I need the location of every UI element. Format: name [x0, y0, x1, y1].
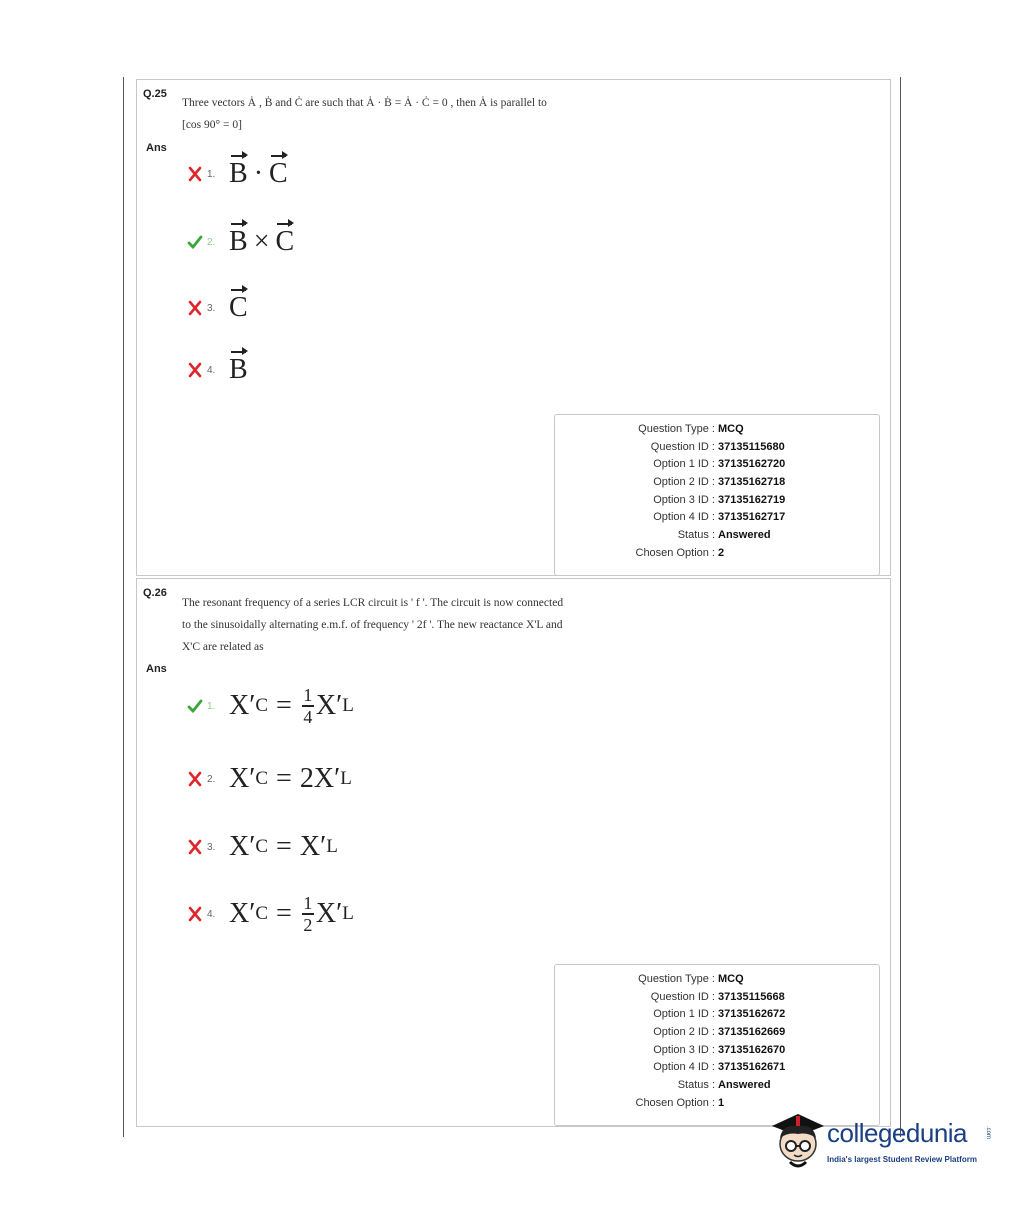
rhs-subscript: L [340, 768, 352, 789]
info-key: Option 4 ID : [653, 511, 715, 524]
rhs-subscript: L [326, 836, 338, 857]
lhs-subscript: C [255, 768, 269, 789]
vector-symbol: B [229, 354, 248, 385]
fraction [302, 686, 314, 726]
option-number: 1. [207, 168, 216, 180]
info-value: 37135162669 [718, 1026, 786, 1039]
brand-tagline: India's largest Student Review Platform [827, 1155, 977, 1164]
question-text-line: Three vectors Ȧ , Ḃ and Ċ are such that Ȧ · Ḃ = Ȧ · Ċ = 0 , then Ȧ is parallel to [182, 97, 547, 109]
info-value: 1 [718, 1096, 725, 1109]
vector-symbol: B [229, 158, 248, 189]
wrong-cross-icon [187, 839, 203, 855]
wrong-cross-icon [187, 362, 203, 378]
page-border-right [900, 77, 901, 1137]
wrong-cross-icon [187, 906, 203, 922]
option-4 [187, 884, 354, 944]
vector-symbol: C [269, 158, 288, 189]
info-row-chosen-option [555, 545, 879, 563]
option-number: 4. [207, 908, 216, 920]
info-key: Question Type : [638, 423, 715, 435]
option-number: 2. [207, 236, 216, 248]
option-expression [229, 158, 288, 190]
info-row-question-id [555, 989, 879, 1007]
info-row-option3 [555, 492, 879, 510]
option-expression [229, 292, 248, 324]
info-row-option2 [555, 474, 879, 492]
equals-sign: = [276, 763, 292, 794]
correct-check-icon [187, 698, 203, 714]
info-key: Option 1 ID : [653, 1008, 715, 1021]
info-key: Status : [677, 1079, 715, 1092]
option-2 [187, 754, 352, 804]
info-key: Option 3 ID : [653, 493, 715, 506]
wrong-cross-icon [187, 166, 203, 182]
info-key: Option 1 ID : [653, 458, 715, 471]
vector-symbol: B [229, 226, 248, 257]
info-value: 37135162672 [718, 1008, 786, 1021]
info-key: Status : [677, 529, 715, 542]
equals-sign: = [276, 898, 292, 929]
option-expression [229, 686, 354, 726]
info-value: 37135115668 [718, 990, 785, 1003]
info-value: Answered [718, 529, 771, 542]
info-key: Question Type : [638, 973, 715, 985]
lhs-subscript: C [255, 903, 269, 924]
ans-label: Ans [146, 663, 167, 675]
option-4 [187, 345, 248, 395]
info-key: Question ID : [650, 990, 715, 1003]
option-3 [187, 283, 248, 333]
wrong-cross-icon [187, 771, 203, 787]
info-value: MCQ [718, 973, 744, 985]
question-text-line: to the sinusoidally alternating e.m.f. of frequency ' 2f '. The new reactance X'L and [182, 619, 563, 631]
operator: × [253, 226, 270, 257]
info-key: Option 4 ID : [653, 1061, 715, 1074]
rhs-subscript: L [342, 903, 354, 924]
fraction-denominator: 2 [303, 914, 313, 935]
option-expression [229, 763, 352, 795]
option-number: 2. [207, 773, 216, 785]
rhs-symbol: X′ [315, 690, 343, 721]
rhs-symbol: X′ [315, 898, 343, 929]
info-row-option1 [555, 456, 879, 474]
fraction-numerator: 1 [303, 685, 313, 706]
info-key: Option 3 ID : [653, 1043, 715, 1056]
brand-name: collegedunia [827, 1118, 968, 1148]
lhs-subscript: C [255, 836, 269, 857]
option-3 [187, 822, 338, 872]
info-value: 37135162671 [718, 1061, 786, 1074]
info-key: Option 2 ID : [653, 1026, 715, 1039]
lhs-subscript: C [255, 695, 269, 716]
option-number: 4. [207, 364, 216, 376]
question-number: Q.26 [143, 587, 167, 599]
info-value: MCQ [718, 423, 744, 435]
fraction-denominator: 4 [303, 706, 313, 727]
operator: · [253, 158, 264, 189]
info-row-option4 [555, 1059, 879, 1077]
option-expression [229, 226, 294, 258]
question-text-line: The resonant frequency of a series LCR circuit is ' f '. The circuit is now connected [182, 597, 564, 609]
wrong-cross-icon [187, 300, 203, 316]
correct-check-icon [187, 234, 203, 250]
question-text-line: X'C are related as [182, 641, 264, 653]
question-text-line: [cos 90° = 0] [182, 119, 242, 131]
lhs-symbol: X′ [229, 831, 256, 862]
lhs-symbol: X′ [229, 690, 256, 721]
ans-label: Ans [146, 142, 167, 154]
info-row-status [555, 527, 879, 545]
coefficient: 2 [299, 763, 314, 794]
option-expression [229, 831, 338, 863]
option-2 [187, 217, 294, 267]
option-number: 3. [207, 302, 216, 314]
info-value: Answered [718, 1079, 771, 1092]
option-1 [187, 149, 288, 199]
question-info-panel [554, 964, 880, 1126]
info-row-option2 [555, 1024, 879, 1042]
question-block-25 [136, 79, 891, 576]
mascot-icon [768, 1104, 826, 1172]
collegedunia-logo[interactable] [768, 1104, 998, 1174]
info-row-option4 [555, 509, 879, 527]
info-value: 37135162720 [718, 458, 786, 471]
info-row-question-type [555, 971, 879, 989]
question-block-26 [136, 578, 891, 1127]
page-border-left [123, 77, 124, 1137]
question-number: Q.25 [143, 88, 167, 100]
info-value: 2 [718, 546, 725, 559]
info-row-question-id [555, 439, 879, 457]
info-row-option3 [555, 1042, 879, 1060]
option-expression [229, 894, 354, 934]
info-value: 37135115680 [718, 440, 785, 453]
question-text [182, 592, 652, 658]
info-row-status [555, 1077, 879, 1095]
brand-suffix: .com [985, 1126, 991, 1140]
option-number: 1. [207, 700, 216, 712]
info-value: 37135162719 [718, 493, 786, 506]
info-key: Option 2 ID : [653, 476, 715, 489]
info-value: 37135162718 [718, 476, 786, 489]
rhs-symbol: X′ [299, 831, 327, 862]
info-key: Chosen Option : [635, 1096, 715, 1109]
fraction-numerator: 1 [303, 893, 313, 914]
info-key: Question ID : [650, 440, 715, 453]
vector-symbol: C [229, 292, 248, 323]
info-row-option1 [555, 1006, 879, 1024]
lhs-symbol: X′ [229, 898, 256, 929]
info-row-question-type [555, 421, 879, 439]
question-info-panel [554, 414, 880, 576]
info-key: Chosen Option : [635, 546, 715, 559]
option-expression [229, 354, 248, 386]
fraction [302, 894, 314, 934]
rhs-symbol: X′ [313, 763, 341, 794]
rhs-subscript: L [342, 695, 354, 716]
vector-symbol: C [275, 226, 295, 257]
info-value: 37135162670 [718, 1043, 786, 1056]
info-value: 37135162717 [718, 511, 786, 524]
equals-sign: = [276, 831, 292, 862]
equals-sign: = [276, 690, 292, 721]
option-1 [187, 676, 354, 736]
lhs-symbol: X′ [229, 763, 256, 794]
question-text [182, 92, 652, 136]
option-number: 3. [207, 841, 216, 853]
